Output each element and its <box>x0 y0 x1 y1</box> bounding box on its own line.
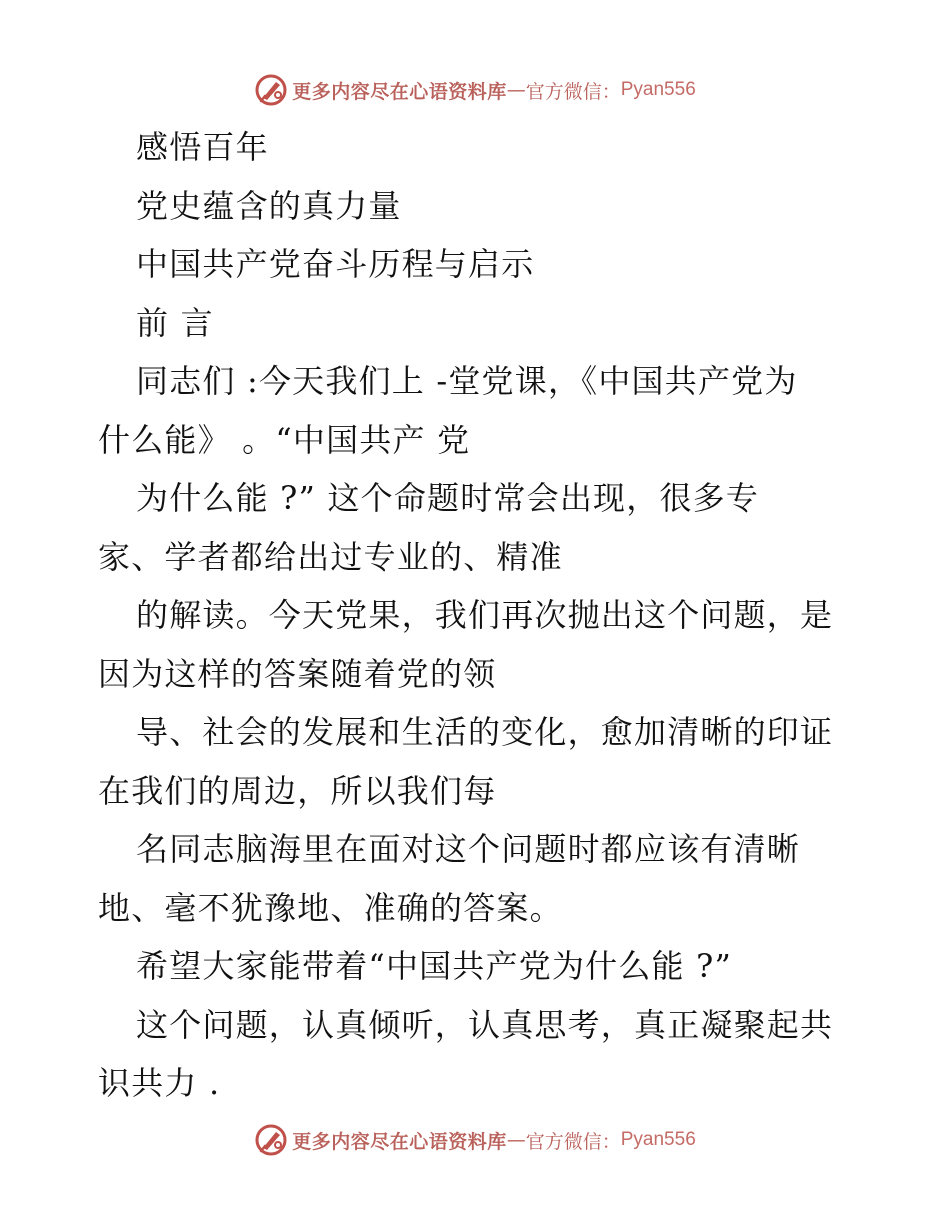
text-line: 家、学者都给出过专业的、精准 <box>98 537 563 576</box>
header-wechat-id: Pyan556 <box>620 79 696 100</box>
text-line: 这个问题，认真倾听，认真思考，真正凝聚起共 <box>136 1005 834 1044</box>
text-line: 因为这样的答案随着党的领 <box>98 654 497 693</box>
footer-separator: — <box>506 1129 526 1151</box>
text-line: 在我们的周边，所以我们每 <box>98 771 497 810</box>
text-line: 识共力 . <box>98 1064 221 1102</box>
text-line: 的解读。今天党果，我们再次抛出这个问题，是 <box>136 596 834 634</box>
quill-seal-icon <box>254 73 288 107</box>
text-line: 地、毫不犹豫地、准确的答案。 <box>98 888 563 927</box>
header-wechat-label: 官方微信： <box>525 80 621 103</box>
header-separator: — <box>506 79 526 101</box>
document-body <box>98 118 858 1113</box>
footer-brand: 更多内容尽在心语资料库 <box>292 1130 507 1153</box>
text-line: 名同志脑海里在面对这个问题时都应该有清晰 <box>136 830 801 868</box>
header-brand: 更多内容尽在心语资料库 <box>292 80 507 103</box>
text-line-heading: 中国共产党奋斗历程与启示 <box>136 245 535 283</box>
quill-seal-icon <box>254 1123 288 1157</box>
text-line-preface: 前 言 <box>136 303 214 342</box>
header-banner <box>0 70 950 110</box>
footer-wechat-label: 官方微信： <box>525 1130 621 1153</box>
text-line: 同志们 :今天我们上 -堂党课，《中国共产党为 <box>136 362 798 400</box>
text-line: 为什么能 ?” 这个命题时常会出现，很多专 <box>136 479 760 517</box>
footer-banner <box>0 1120 950 1160</box>
text-line-title: 感悟百年 <box>136 128 269 166</box>
text-line: 导、社会的发展和生活的变化，愈加清晰的印证 <box>136 713 834 751</box>
text-line-subtitle: 党史蕴含的真力量 <box>136 186 402 225</box>
footer-wechat-id: Pyan556 <box>620 1129 696 1150</box>
text-line: 什么能》 。“中国共产 党 <box>98 420 471 459</box>
text-line: 希望大家能带着“中国共产党为什么能 ?” <box>136 947 733 985</box>
